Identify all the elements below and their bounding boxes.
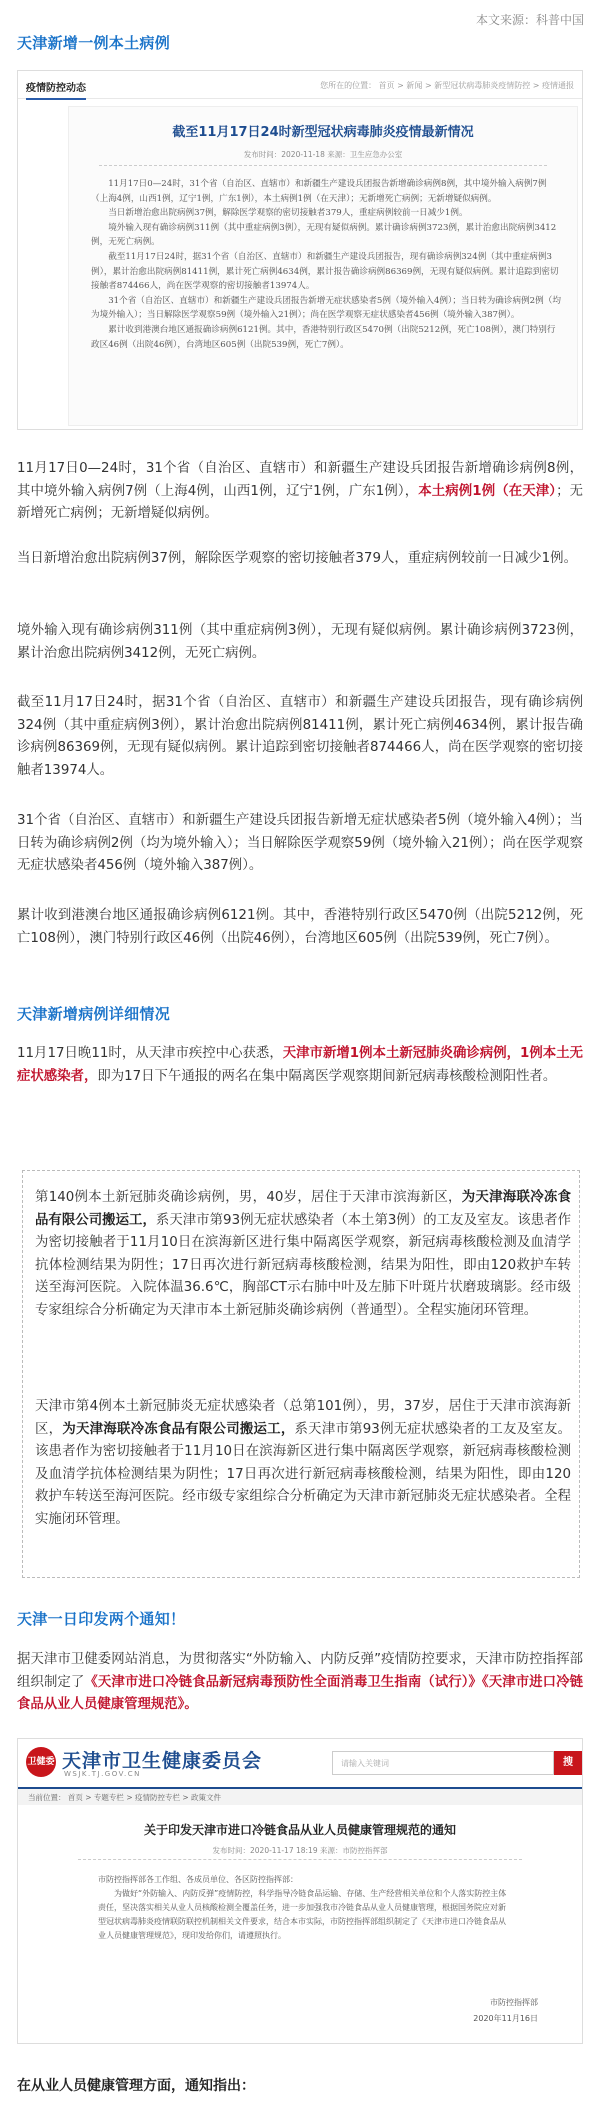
paragraph-notices-intro: 据天津市卫健委网站消息，为贯彻落实“外防输入、内防反弹”疫情防控要求，天津市防控指挥部组织制定了《天津市进口冷链食品新冠病毒预防性全面消毒卫生指南（试行）》《天津市进口冷链食品从业人员健康管理规范》。 [17, 1652, 583, 1712]
notice-content [68, 106, 578, 426]
site-url: WSJK.TJ.GOV.CN [64, 1770, 141, 1778]
emblem-icon: 卫健委 [26, 1747, 56, 1777]
notice-breadcrumb: 您所在的位置： 首页 > 新闻 > 新型冠状病毒肺炎疫情防控 > 疫情通报 [320, 81, 574, 90]
notice2-meta: 发布时间：2020-11-17 18:19 来源：市防控指挥部 [212, 1846, 388, 1855]
notice2-title: 关于印发天津市进口冷链食品从业人员健康管理规范的通知 [143, 1823, 456, 1837]
notice2-divider [78, 1859, 522, 1860]
site-name: 天津市卫生健康委员会 [62, 1750, 263, 1772]
notice2-signature [473, 1995, 538, 2027]
notice-paragraph: 31个省（自治区、直辖市）和新疆生产建设兵团报告新增无症状感染者5例（境外输入4例）；当日转为确诊病例2例（均为境外输入）；当日解除医学观察59例（境外输入21例）；尚在医学观察无症状感染者456例（境外输入387例）。 [91, 295, 561, 321]
notice-paragraph: 截至11月17日24时，据31个省（自治区、直辖市）和新疆生产建设兵团报告，现有确诊病例324例（其中重症病例3例），累计治愈出院病例81411例，累计死亡病例4634例，累计报告确诊病例86369例，无现有疑似病例。累计追踪到密切接触者874466人，尚在医学观察的密切接触者13974人。 [91, 251, 559, 292]
notice-divider [99, 165, 547, 166]
notice2-paragraph: 为做好“外防输入、内防反弹”疫情防控，科学指导冷链食品运输、存储、生产经营相关单位和个人落实防控主体责任，坚决落实相关从业人员核酸检测全覆盖任务，进一步加强我市冷链食品从业人员健康管理，根据国务院应对新型冠状病毒肺炎疫情联防联控机制相关文件要求，结合本市实际，市防控指挥部组织制定了《天津市进口冷链食品从业人员健康管理规范》，现印发给你们，请遵照执行。 [98, 1889, 507, 1940]
signature-org: 市防控指挥部 [490, 1998, 538, 2007]
case-details-box [22, 1170, 580, 1578]
case-140-paragraph: 第140例本土新冠肺炎确诊病例，男，40岁，居住于天津市滨海新区，为天津海联冷冻食品有限公司搬运工，系天津市第93例无症状感染者（本土第3例）的工友及室友。该患者作为密切接触者于11月10日在滨海新区进行集中隔离医学观察，新冠病毒核酸检测及血清学抗体检测结果为阴性；17日再次进行新冠病毒核酸检测，结果为阳性，即由120救护车转送至海河医院。入院体温36.6℃，胸部CT示右肺中叶及左肺下叶斑片状磨玻璃影。经市级专家组综合分析确定为天津市本土新冠肺炎确诊病例（普通型）。全程实施闭环管理。 [35, 1190, 572, 1318]
source-line: 本文来源：科普中国 [475, 13, 584, 27]
section-title-two-notices: 天津一日印发两个通知！ [17, 1610, 186, 1628]
notice-paragraph: 11月17日0—24时，31个省（自治区、直辖市）和新疆生产建设兵团报告新增确诊病例8例，其中境外输入病例7例（上海4例，山西1例，辽宁1例，广东1例），本土病例1例（在天津）；无新增死亡病例；无新增疑似病例。 [91, 179, 547, 204]
paragraph-recoveries: 当日新增治愈出院病例37例，解除医学观察的密切接触者379人，重症病例较前一日减少1例。 [17, 551, 577, 566]
section-title-new-case: 天津新增一例本土病例 [17, 34, 171, 52]
paragraph-detail-intro: 11月17日晚11时，从天津市疾控中心获悉，天津市新增1例本土新冠肺炎确诊病例，1例本土无症状感染者，即为17日下午通报的两名在集中隔离医学观察期间新冠病毒核酸检测阳性者。 [17, 1046, 583, 1084]
site-breadcrumb: 当前位置： 首页 > 专题专栏 > 疫情防控专栏 > 政策文件 [18, 1787, 582, 1805]
paragraph-hk-macao-taiwan: 累计收到港澳台地区通报确诊病例6121例。其中，香港特别行政区5470例（出院5212例，死亡108例），澳门特别行政区46例（出院46例），台湾地区605例（出院539例，死亡7例）。 [17, 908, 583, 946]
highlight-new-cases: 天津市新增1例本土新冠肺炎确诊病例，1例本土无症状感染者， [17, 1046, 583, 1084]
paragraph-asymptomatic: 31个省（自治区、直辖市）和新疆生产建设兵团报告新增无症状感染者5例（境外输入4例）；当日转为确诊病例2例（均为境外输入）；当日解除医学观察59例（境外输入21例）；尚在医学观察无症状感染者456例（境外输入387例）。 [17, 813, 583, 873]
notice-title: 截至11月17日24时新型冠状病毒肺炎疫情最新情况 [172, 125, 474, 140]
paragraph-daily-summary: 11月17日0—24时，31个省（自治区、直辖市）和新疆生产建设兵团报告新增确诊病例8例，其中境外输入病例7例（上海4例，山西1例，辽宁1例，广东1例），本土病例1例（在天津）；无新增死亡病例；无新增疑似病例。 [17, 461, 583, 521]
site-search-button: 搜 [554, 1751, 582, 1775]
notice-paragraphs [91, 177, 563, 352]
notice-meta: 发布时间：2020-11-18 来源：卫生应急办公室 [243, 150, 403, 159]
highlight-notice-titles: 《天津市进口冷链食品新冠病毒预防性全面消毒卫生指南（试行）》《天津市进口冷链食品从业人员健康管理规范》。 [17, 1674, 583, 1712]
paragraph-imported-cases: 境外输入现有确诊病例311例（其中重症病例3例），无现有疑似病例。累计确诊病例3723例，累计治愈出院病例3412例，无死亡病例。 [17, 623, 583, 661]
notice-screenshot [17, 70, 583, 430]
notice-tab-label: 疫情防控动态 [26, 79, 86, 94]
case-101-paragraph: 天津市第4例本土新冠肺炎无症状感染者（总第101例），男，37岁，居住于天津市滨海新区，为天津海联冷冻食品有限公司搬运工，系天津市第93例无症状感染者的工友及室友。该患者作为密切接触者于11月10日在滨海新区进行集中隔离医学观察，新冠病毒核酸检测及血清学抗体检测结果为阴性；17日再次进行新冠病毒核酸检测，结果为阳性，即由120救护车转送至海河医院。经市级专家组综合分析确定为天津市新冠肺炎无症状感染者。全程实施闭环管理。 [35, 1399, 572, 1527]
notice-paragraph: 累计收到港澳台地区通报确诊病例6121例。其中，香港特别行政区5470例（出院5212例，死亡108例），澳门特别行政区46例（出院46例），台湾地区605例（出院539例，死亡7例）。 [91, 324, 556, 350]
notice-paragraph: 当日新增治愈出院病例37例，解除医学观察的密切接触者379人，重症病例较前一日减少1例。 [108, 208, 468, 219]
bottom-heading: 在从业人员健康管理方面，通知指出： [17, 2078, 255, 2094]
highlight-local-case: 本土病例1例（在天津） [418, 483, 557, 499]
notice-header [18, 71, 582, 99]
health-commission-screenshot [17, 1738, 583, 2044]
notice2-addressee: 市防控指挥部各工作组、各成员单位、各区防控指挥部： [98, 1875, 298, 1884]
site-search-input: 请输入关键词 [332, 1751, 554, 1775]
signature-date: 2020年11月16日 [473, 2014, 538, 2023]
employer-bold: 为天津海联冷冻食品有限公司搬运工， [62, 1421, 295, 1437]
notice2-body [98, 1873, 512, 1943]
paragraph-cumulative: 截至11月17日24时，据31个省（自治区、直辖市）和新疆生产建设兵团报告，现有确诊病例324例（其中重症病例3例），累计治愈出院病例81411例，累计死亡病例4634例，累计报告确诊病例86369例，无现有疑似病例。累计追踪到密切接触者874466人，尚在医学观察的密切接触者13974人。 [17, 695, 583, 778]
employer-bold: 为天津海联冷冻食品有限公司搬运工， [35, 1190, 571, 1228]
site-header [18, 1739, 582, 1787]
section-title-case-detail: 天津新增病例详细情况 [17, 1005, 171, 1023]
notice-paragraph: 境外输入现有确诊病例311例（其中重症病例3例），无现有疑似病例。累计确诊病例3723例，累计治愈出院病例3412例，无死亡病例。 [91, 222, 557, 248]
